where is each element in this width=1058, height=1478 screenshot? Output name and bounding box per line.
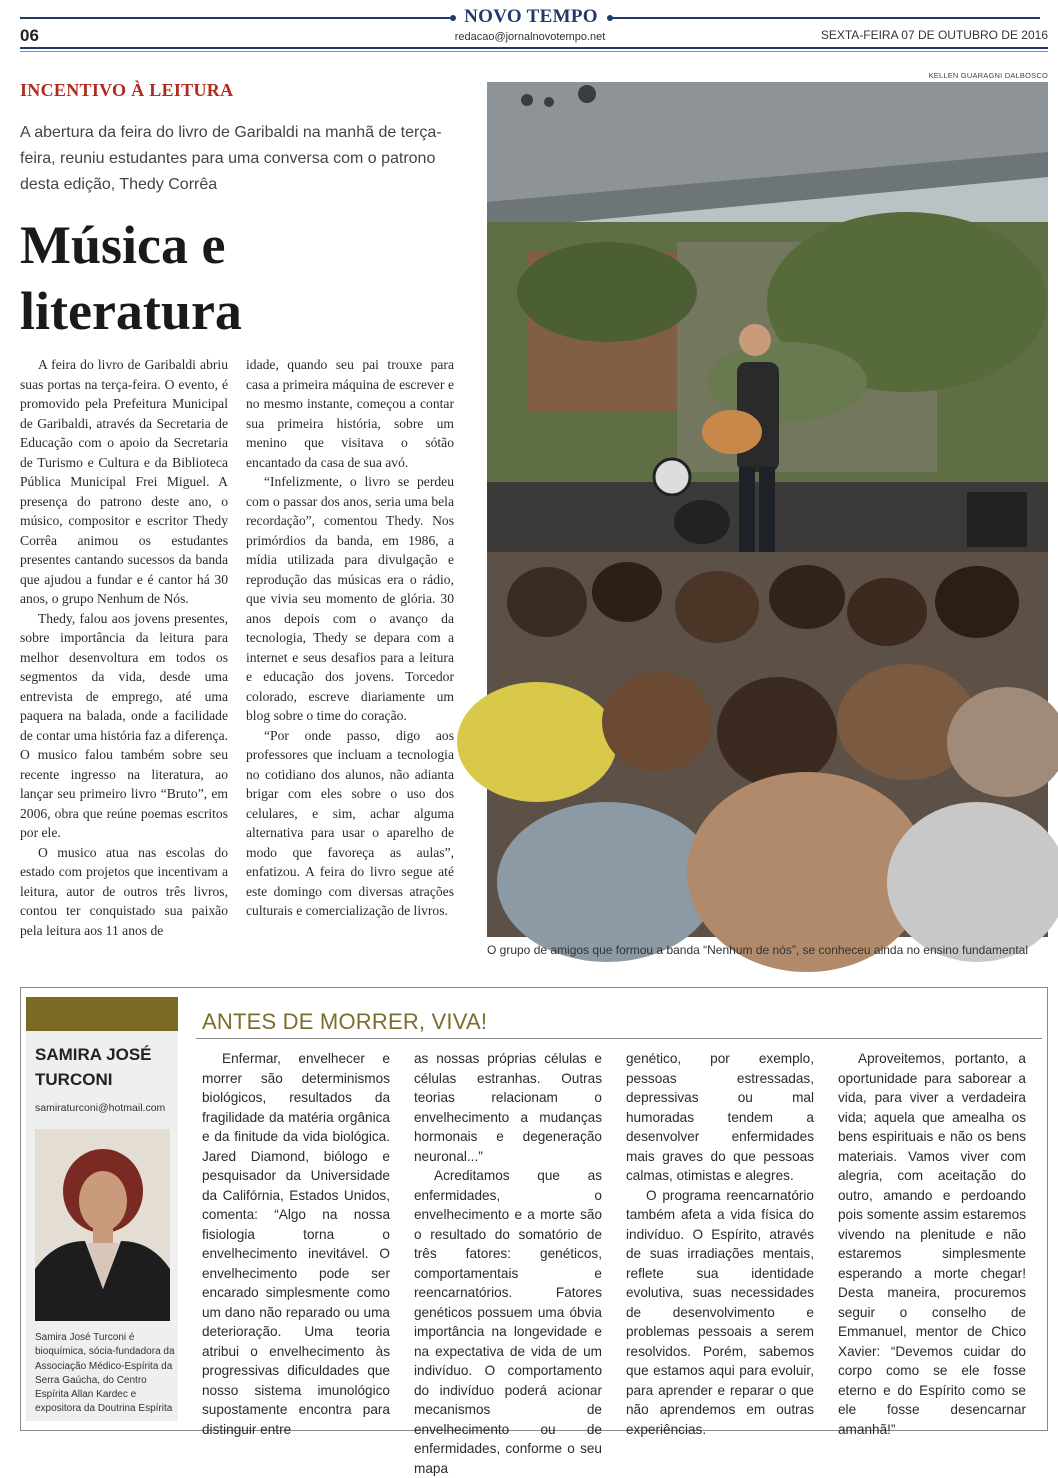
article-paragraph: A feira do livro de Garibaldi abriu suas portas na terça-feira. O evento, é promovido pela Prefeitura Municipal de Garibaldi, através da Secretaria de Educação com o apoio da Secretaria de Turismo e Cultura e da Biblioteca Pública Municipal Frei Miguel. A presença do patrono deste ano, o músico, compositor e escritor Thedy Corrêa animou os estudantes presentes cantando sucessos da banda que ajudou a fundar e é cantor há 30 anos, o grupo Nenhum de Nós. — [20, 357, 228, 606]
column-text-3 — [626, 1049, 814, 1439]
column-paragraph: genético, por exemplo, pessoas estressadas, depressivas ou mal humoradas tendem a desenvolver enfermidades mais graves do que pessoas calmas, otimistas e alegres. — [626, 1051, 814, 1183]
article-column-2 — [246, 355, 454, 921]
article-paragraph: O musico atua nas escolas do estado com projetos que incentivam a leitura, autor de outros três livros, contou ter conquistado sua paixão pela leitura aos 11 anos de — [20, 844, 228, 938]
author-bio: Samira José Turconi é bioquímica, sócia-fundadora da Associação Médico-Espírita da Serra Gaúcha, do Centro Espírita Allan Kardec e expositora da Doutrina Espírita — [35, 1332, 175, 1415]
article-column-1 — [20, 355, 228, 940]
newsroom-email: redacao@jornalnovotempo.net — [454, 31, 606, 43]
column-text-1 — [202, 1049, 390, 1439]
article-paragraph: Thedy, falou aos jovens presentes, sobre importância da leitura para melhor desenvoltura em todos os segmentos da vida, desde uma entrevista de emprego, até uma paquera na balada, onde a facilidade de contar uma história faz a diferença. O musico falou também sobre seu recente ingresso na literatura, ao lançar seu primeiro livro “Bruto”, em 2006, obra que reúne poemas escritos por ele. — [20, 610, 228, 840]
article-paragraph: “Por onde passo, digo aos professores que incluam a tecnologia no cotidiano dos alunos, não adianta brigar com eles sobre o uso dos celulares, e sim, achar alguma alternativa para usar o aparelho de modo que favoreça as aulas”, enfatizou. A feira do livro segue até este domingo com diversas atrações culturais e comercialização de livros. — [246, 727, 454, 918]
column-paragraph: Enfermar, envelhecer e morrer são determinismos biológicos, resultados da fragilidade da matéria orgânica e da finitude da vida biológica. Jared Diamond, biólogo e pesquisador da Universidade da Califórnia, Estados Unidos, comenta: “Algo na nossa fisiologia torna o envelhecimento inevitável. O envelhecimento pode ser encarado simplesmente como um dano não reparado ou uma deterioração. Uma teoria atribui o envelhecimento às progressivas dificuldades que nosso sistema imunológico supostamente encontra para distinguir entre — [202, 1051, 390, 1437]
headline-line-1: Música e — [20, 215, 226, 275]
photo-credit: KELLEN GUARAGNI DALBOSCO — [928, 71, 1048, 80]
masthead — [0, 0, 1058, 56]
author-sidebar-bar — [26, 997, 178, 1031]
article-paragraph: “Infelizmente, o livro se perdeu com o passar dos anos, seria uma bela recordação”, comentou Thedy. Nos primórdios da banda, em 1986, a mídia utilizada para divulgação e reprodução das músicas era o rádio, que vivia seu momento de glória. 30 anos depois com o avanço da tecnologia, Thedy se depara com a internet e seus desafios para a leitura e educação dos jovens. Torcedor colorado, escreve diariamente um blog sobre o time do coração. — [246, 474, 454, 723]
column-paragraph: Acreditamos que as enfermidades, o envelhecimento e a morte são o resultado do somatório de três fatores: genéticos, comportamentais e reencarnatórios. Fatores genéticos possuem uma óbvia importância na longevidade e na expectativa de vida de um indivíduo. O comportamento do indivíduo poderá acionar mecanismos de envelhecimento ou de enfermidades, conforme o seu mapa — [414, 1168, 602, 1476]
author-name-line-2: TURCONI — [35, 1070, 113, 1089]
author-portrait-illustration — [35, 1129, 170, 1321]
article-paragraph: idade, quando seu pai trouxe para casa a primeira máquina de escrever e no mesmo instante, começou a contar sua primeira história, sobre um menino que visitava o sótão encantado da casa de sua avó. — [246, 357, 454, 470]
newspaper-title: NOVO TEMPO — [464, 6, 598, 27]
photo-caption: O grupo de amigos que formou a banda “Nenhum de nós”, se conheceu ainda no ensino fundamental — [487, 943, 1029, 957]
page-number: 06 — [20, 26, 39, 45]
column-paragraph: as nossas próprias células e células estranhas. Outras teorias relacionam o envelhecimento a mudanças hormonais e degeneração neuronal...” — [414, 1051, 602, 1164]
article-kicker: INCENTIVO À LEITURA — [20, 80, 234, 100]
column-text-4 — [838, 1049, 1026, 1439]
masthead-rule-thin — [20, 51, 1048, 52]
headline-line-2: literatura — [20, 281, 242, 341]
masthead-line-right — [612, 17, 1040, 19]
concert-photo-illustration — [487, 82, 1048, 937]
concert-photo — [487, 82, 1048, 937]
column-title: ANTES DE MORRER, VIVA! — [202, 1009, 488, 1034]
author-portrait — [35, 1129, 170, 1321]
column-title-rule — [196, 1038, 1042, 1039]
author-sidebar — [26, 997, 178, 1421]
column-paragraph: Aproveitemos, portanto, a oportunidade para saborear a vida, para viver a verdadeira vida; aquela que amealha os bens espirituais e não os bens materiais. Vamos viver com alegria, com aceitação do outro, amando e perdoando pois somente assim estaremos vivendo na plenitude e não estaremos simplesmente esperando a morte chegar! Desta maneira, procuremos seguir o conselho de Emmanuel, mentor de Chico Xavier: “Devemos cuidar do corpo como se ele fosse eterno e do Espírito como se ele fosse desencarnar amanhã!” — [838, 1051, 1026, 1437]
masthead-rule — [20, 47, 1048, 49]
issue-date: SEXTA-FEIRA 07 DE OUTUBRO DE 2016 — [820, 28, 1048, 42]
column-text-2 — [414, 1049, 602, 1478]
author-email: samiraturconi@hotmail.com — [35, 1102, 166, 1114]
article-deck: A abertura da feira do livro de Garibaldi na manhã de terça-feira, reuniu estudantes para uma conversa com o patrono desta edição, Thedy Corrêa — [20, 124, 442, 193]
article-headline — [20, 212, 470, 344]
masthead-line-left — [20, 17, 450, 19]
column-paragraph: O programa reencarnatório também afeta a vida física do indivíduo. O Espírito, através de suas irradiações mentais, reflete sua identidade evolutiva, suas necessidades de desenvolvimento e problemas pessoais a serem resolvidos. Porém, sabemos que estamos aqui para evoluir, para aprender e reparar o que não aprendemos em outras experiências. — [626, 1187, 814, 1437]
author-name — [35, 1042, 175, 1092]
author-name-line-1: SAMIRA JOSÉ — [35, 1045, 152, 1064]
